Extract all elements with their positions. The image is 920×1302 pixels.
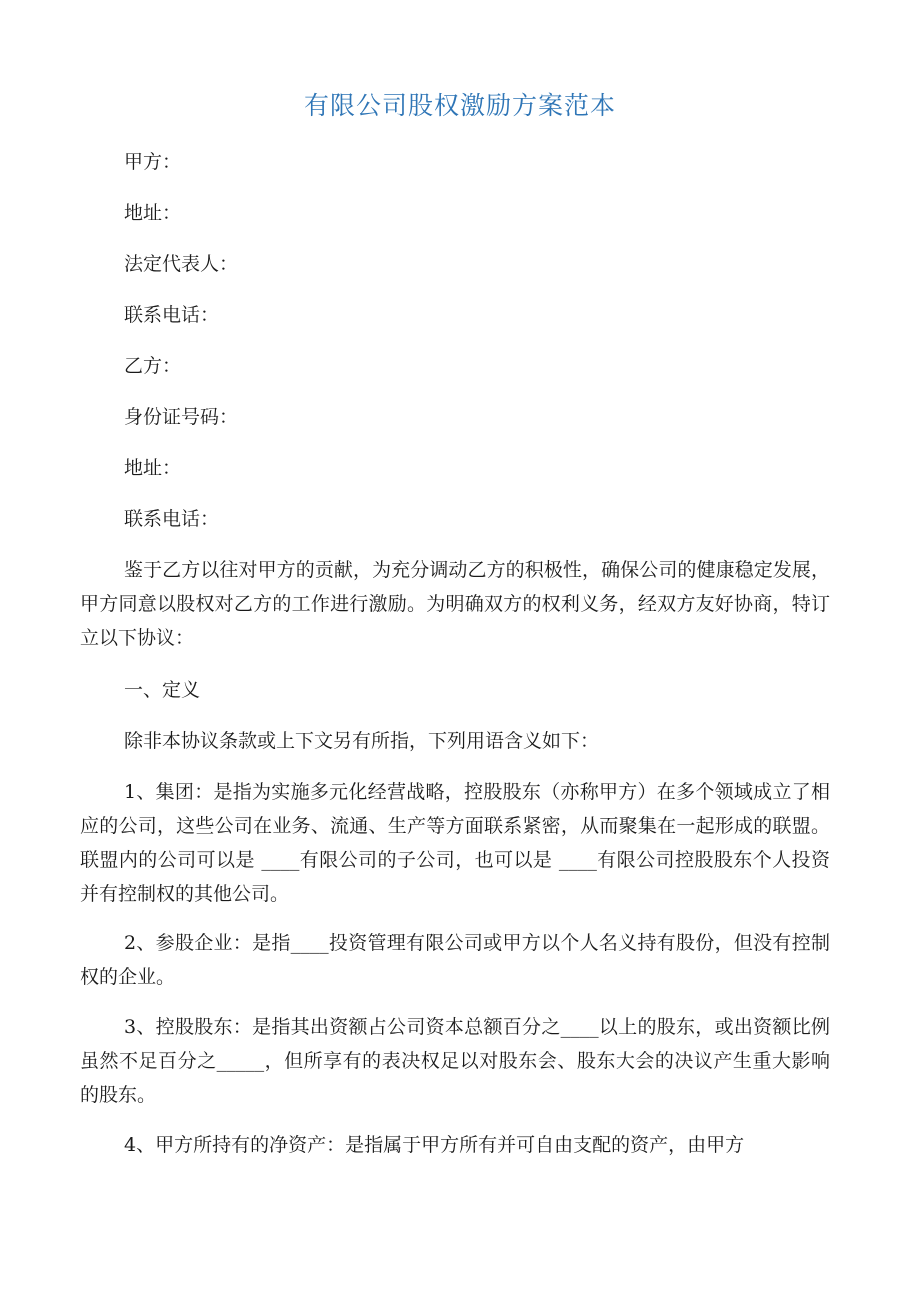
section-heading-definitions: 一、定义 (124, 679, 201, 701)
field-party-b: 乙方： (124, 355, 182, 377)
clause-4-net-assets: 4、甲方所持有的净资产：是指属于甲方所有并可自由支配的资产，由甲方 (124, 1134, 745, 1156)
clause-2-participating-company: 2、参股企业：是指____投资管理有限公司或甲方以个人名义持有股份，但没有控制权的企业。 (80, 932, 830, 988)
field-party-a: 甲方： (124, 151, 182, 173)
document-title: 有限公司股权激励方案范本 (303, 91, 616, 120)
field-legal-rep: 法定代表人： (124, 253, 239, 275)
field-address-b: 地址： (124, 457, 182, 479)
preamble-paragraph: 鉴于乙方以往对甲方的贡献，为充分调动乙方的积极性，确保公司的健康稳定发展，甲方同意以股权对乙方的工作进行激励。为明确双方的权利义务，经双方友好协商，特订立以下协议： (80, 559, 830, 649)
definitions-intro: 除非本协议条款或上下文另有所指，下列用语含义如下： (124, 730, 600, 752)
clause-3-controlling-shareholder: 3、控股股东：是指其出资额占公司资本总额百分之____以上的股东，或出资额比例虽然不足百分之_____，但所享有的表决权足以对股东会、股东大会的决议产生重大影响的股东。 (80, 1016, 830, 1106)
clause-1-group: 1、集团：是指为实施多元化经营战略，控股股东（亦称甲方）在多个领域成立了相应的公司，这些公司在业务、流通、生产等方面联系紧密，从而聚集在一起形成的联盟。联盟内的公司可以是 ____有限公司的子公司，也可以是 ____有限公司控股股东个人投资并有控制权的其他公司。 (80, 781, 830, 905)
field-phone-a: 联系电话： (124, 304, 220, 326)
field-id-number: 身份证号码： (124, 406, 239, 428)
field-phone-b: 联系电话： (124, 508, 220, 530)
field-address-a: 地址： (124, 202, 182, 224)
